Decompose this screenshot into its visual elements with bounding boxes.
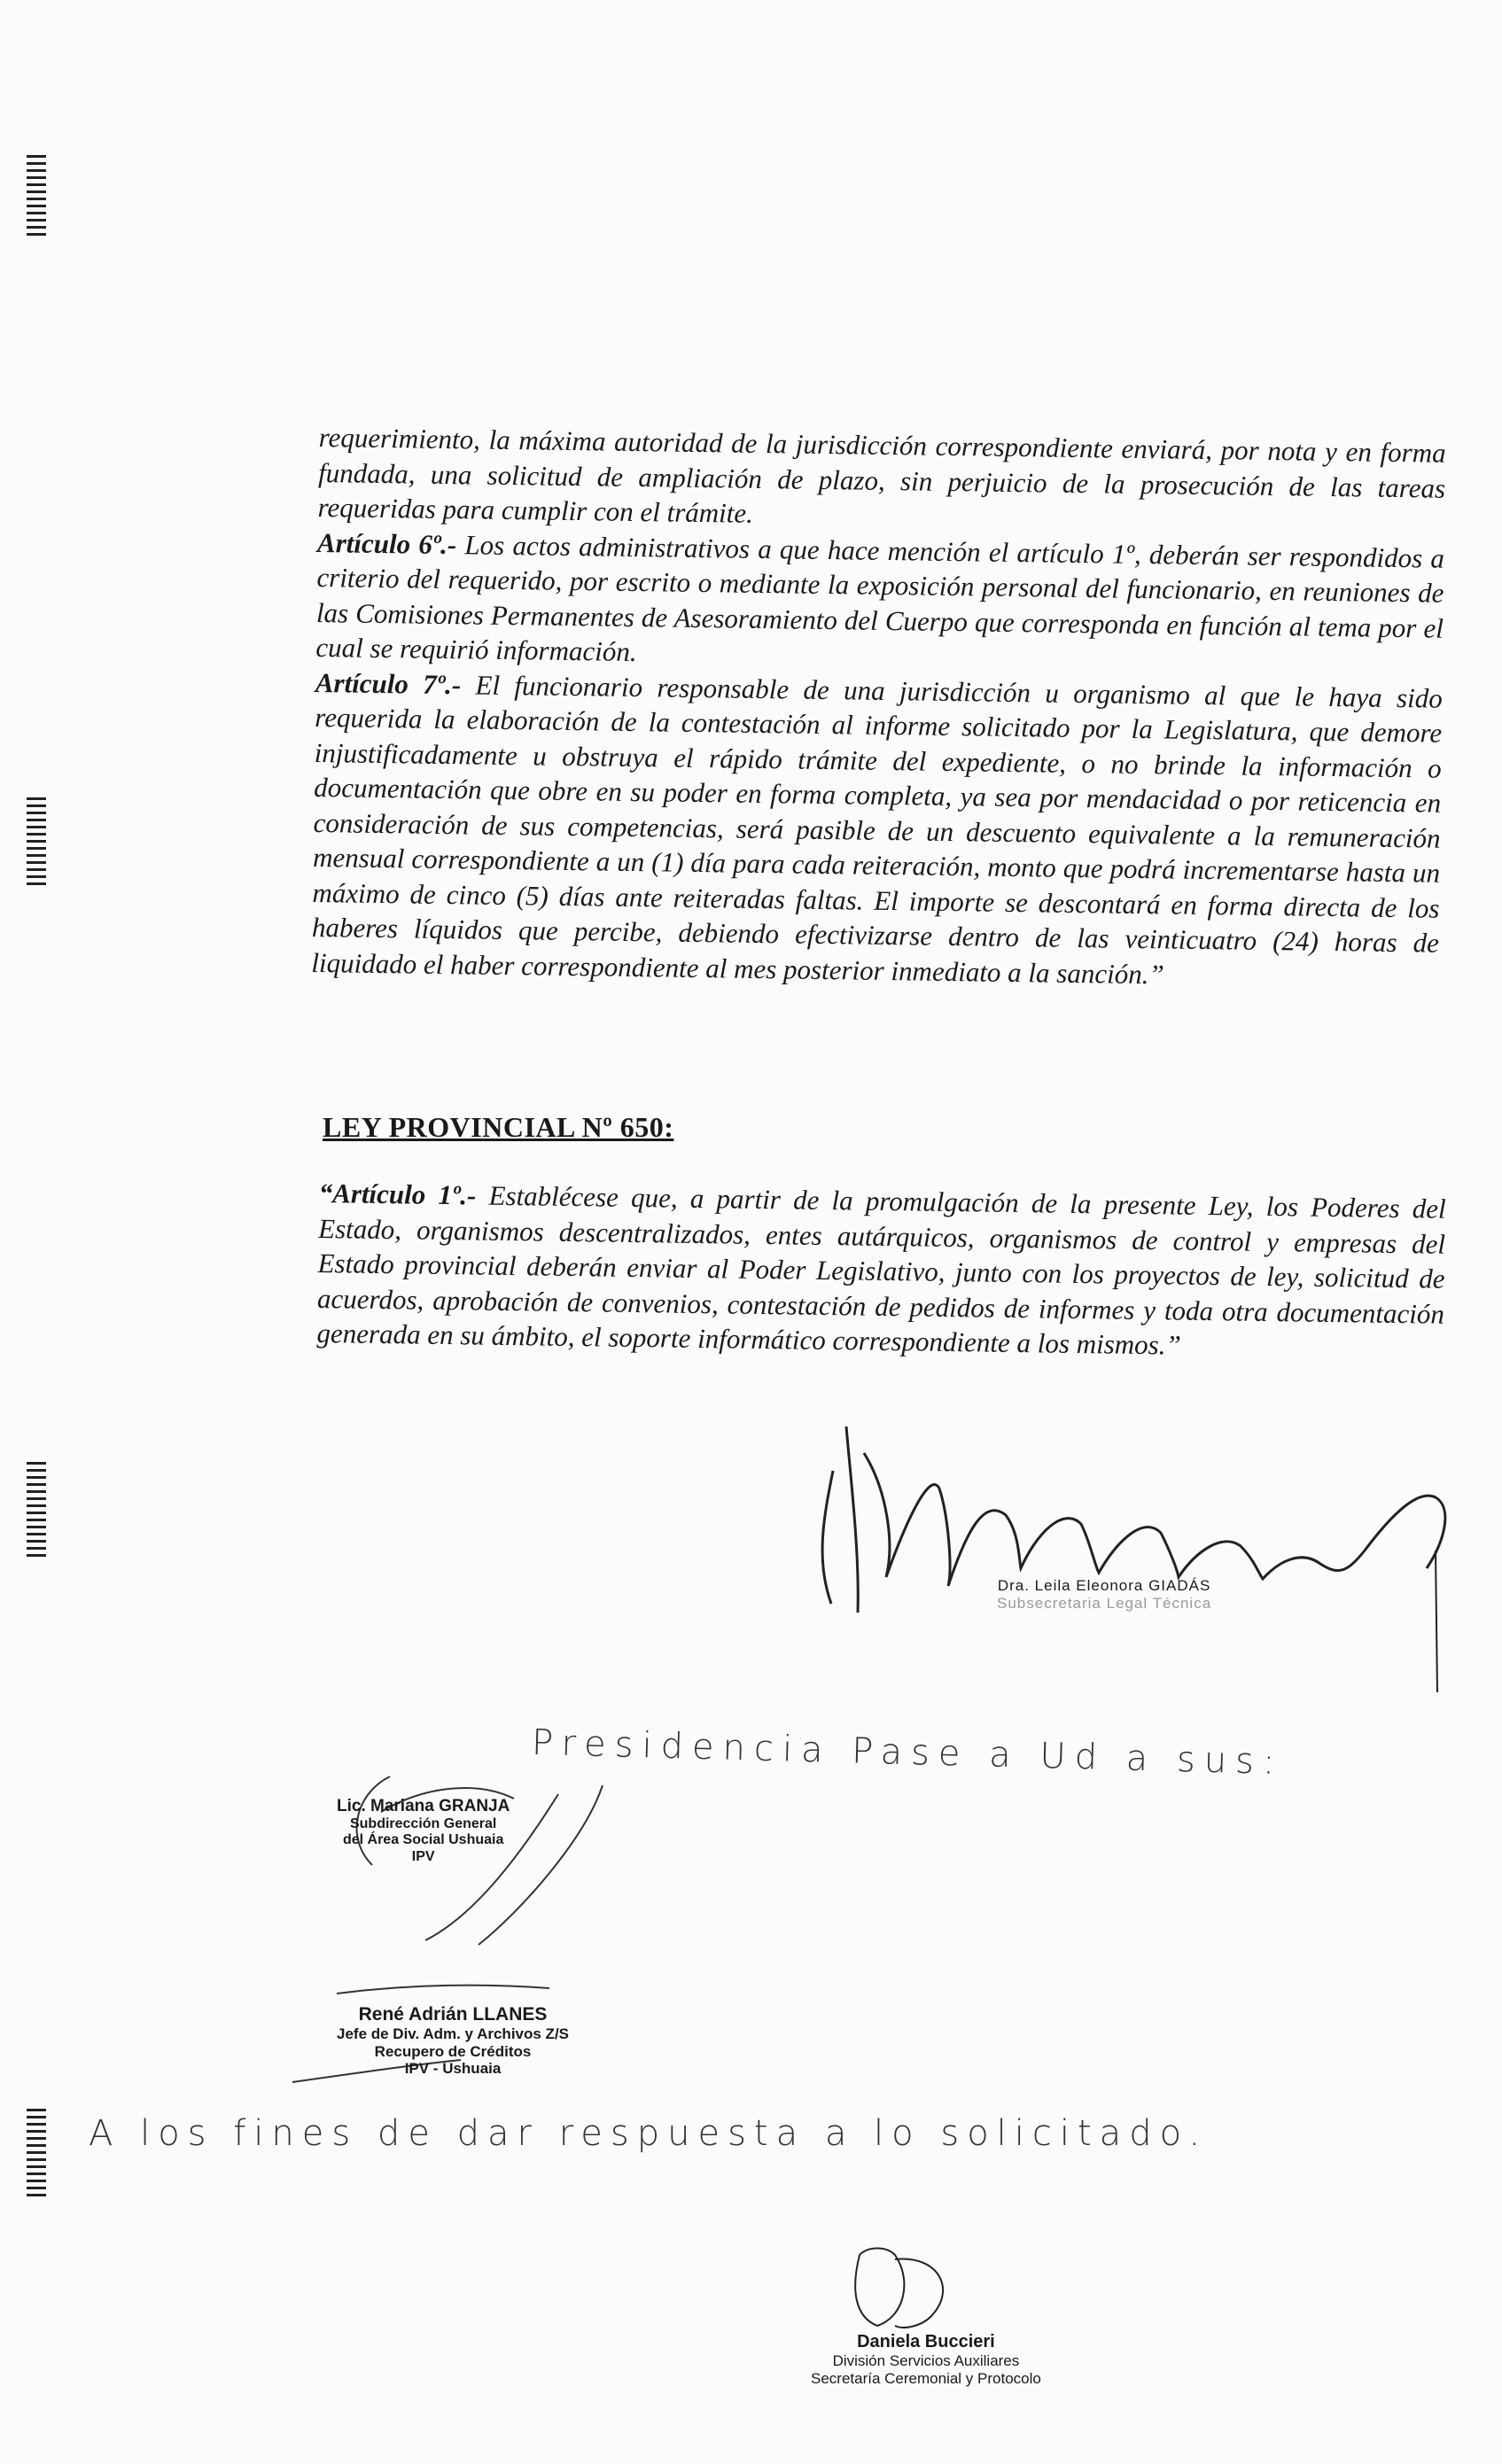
stamp-llanes [337, 2004, 569, 2078]
handwritten-note-presidencia: Presidencia Pase a Ud a sus: [531, 1722, 1285, 1784]
stamp-buccieri-line3: Secretaría Ceremonial y Protocolo [811, 2369, 1041, 2387]
stamp-giadas [997, 1577, 1211, 1612]
law-heading: LEY PROVINCIAL Nº 650: [323, 1111, 674, 1143]
stamp-llanes-line4: IPV - Ushuaia [404, 2060, 502, 2078]
stamp-giadas-title: Subsecretaria Legal Técnica [997, 1594, 1212, 1612]
continuation-paragraph: requerimiento, la máxima autoridad de la jurisdicción correspondiente enviará, por nota y en forma fundada, una solicitud de ampliación de plazo, sin perjuicio de la prosecución de las tareas requeridas para cumplir con el trámite. [317, 421, 1446, 529]
legal-text-block [311, 420, 1446, 996]
stamp-granja-line4: IPV [411, 1848, 435, 1864]
article-6 [315, 525, 1444, 680]
stamp-buccieri-name: Daniela Buccieri [857, 2332, 995, 2351]
stamp-giadas-name: Dra. Leila Eleonora GIADÁS [997, 1577, 1211, 1594]
handwritten-note-respuesta: A los fines de dar respuesta a lo solicitado. [89, 2113, 1209, 2154]
stamp-llanes-line3: Recupero de Créditos [374, 2042, 532, 2060]
binding-marks-lower [27, 1462, 46, 1561]
stamp-granja-line3: del Área Social Ushuaia [342, 1832, 504, 1848]
binding-marks-top [27, 155, 46, 240]
stamp-buccieri-line2: División Servicios Auxiliares [832, 2352, 1020, 2369]
binding-marks-middle [27, 797, 46, 890]
article-6-label: Artículo 6º.- [316, 526, 457, 560]
article-7 [311, 665, 1443, 995]
article-7-label: Artículo 7º.- [315, 666, 462, 700]
law-article-1 [316, 1176, 1446, 1366]
stamp-granja-line2: Subdirección General [349, 1815, 497, 1831]
stamp-granja [337, 1797, 510, 1865]
article-7-text: El funcionario responsable de una jurisdicción u organismo al que le haya sido requerida la elaboración de la contestación al informe solicitado por la Legislatura, que demore injustificadamente u obstruya el rápido trámite del expediente, o no brinde la información o documentación que obre en su poder en forma completa, ya sea por mendacidad o por reticencia en consideración de sus competencias, será pasible de un descuento equivalente a la remuneración mensual correspondiente a un (1) día para cada reiteración, monto que podrá incrementarse hasta un máximo de cinco (5) días ante reiteradas faltas. El importe se descontará en forma directa de los haberes líquidos que percibe, debiendo efectivizarse dentro de las veinticuatro (24) horas de liquidado el haber correspondiente al mes posterior inmediato a la sanción.” [311, 668, 1444, 990]
stamp-buccieri [811, 2332, 1041, 2387]
law-article-1-label: “Artículo 1º.- [318, 1177, 477, 1211]
stamp-granja-name: Lic. Mariana GRANJA [337, 1797, 510, 1815]
signature-giadas [798, 1409, 1471, 1692]
signature-buccieri [842, 2237, 966, 2344]
stamp-llanes-name: René Adrián LLANES [358, 2004, 548, 2025]
law-article-1-text: Establécese que, a partir de la promulgación de la presente Ley, los Poderes del Estado, organismos descentralizados, entes autárquicos, organismos de control y empresas del Estado provincial deberán enviar al Poder Legislativo, junto con los proyectos de ley, solicitud de acuerdos, aprobación de convenios, contestación de pedidos de informes y toda otra documentación generada en su ámbito, el soporte informático correspondiente a los mismos.” [316, 1179, 1446, 1361]
stamp-llanes-line2: Jefe de Div. Adm. y Archivos Z/S [337, 2025, 570, 2043]
binding-marks-bottom [27, 2109, 46, 2201]
article-6-text: Los actos administrativos a que hace mención el artículo 1º, deberán ser respondidos a criterio del requerido, por escrito o mediante la exposición personal del funcionario, en reuniones de las Comisiones Permanentes de Asesoramiento del Cuerpo que corresponda en función al tema por el cual se requirió información. [315, 528, 1445, 668]
law-quote-block [316, 1176, 1446, 1366]
